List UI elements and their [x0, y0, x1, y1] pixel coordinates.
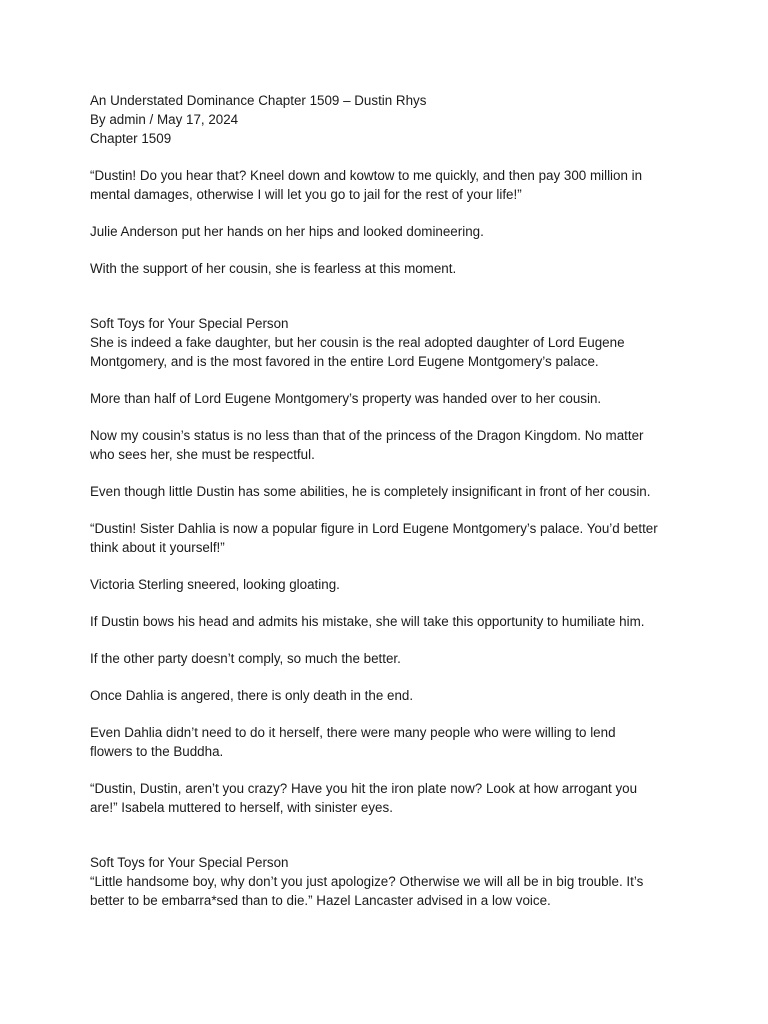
spacer: [90, 835, 690, 853]
paragraph-line: “Dustin, Dustin, aren’t you crazy? Have you hit the iron plate now? Look at how arrogant you: [90, 781, 638, 796]
paragraph-line: Victoria Sterling sneered, looking gloating.: [90, 577, 340, 592]
paragraph: [90, 612, 690, 631]
paragraph: [90, 686, 690, 705]
paragraph: [90, 389, 690, 408]
paragraph: [90, 426, 690, 464]
paragraph: [90, 575, 690, 594]
paragraph: [90, 723, 690, 761]
paragraph: [90, 166, 690, 204]
ad-label[interactable]: Soft Toys for Your Special Person: [90, 316, 289, 331]
paragraph: [90, 482, 690, 501]
paragraph-line: Even Dahlia didn’t need to do it herself, there were many people who were willing to lend: [90, 725, 616, 740]
paragraph-line: think about it yourself!”: [90, 540, 225, 555]
paragraph-line: flowers to the Buddha.: [90, 744, 224, 759]
paragraph: [90, 259, 690, 278]
paragraph-line: “Little handsome boy, why don’t you just apologize? Otherwise we will all be in big trouble. It’s: [90, 874, 644, 889]
document-content: [90, 91, 690, 910]
paragraph-line: If Dustin bows his head and admits his mistake, she will take this opportunity to humiliate him.: [90, 614, 645, 629]
paragraph: [90, 222, 690, 241]
paragraph-line: More than half of Lord Eugene Montgomery’s property was handed over to her cousin.: [90, 391, 602, 406]
article-title: An Understated Dominance Chapter 1509 – Dustin Rhys: [90, 93, 427, 108]
paragraph-line: better to be embarra*sed than to die.” Hazel Lancaster advised in a low voice.: [90, 893, 551, 908]
paragraph-line: are!” Isabela muttered to herself, with sinister eyes.: [90, 800, 393, 815]
paragraph: [90, 649, 690, 668]
paragraph-line: Now my cousin’s status is no less than that of the princess of the Dragon Kingdom. No matter: [90, 428, 644, 443]
paragraph-line: “Dustin! Sister Dahlia is now a popular figure in Lord Eugene Montgomery’s palace. You’d better: [90, 521, 658, 536]
paragraph-line: With the support of her cousin, she is fearless at this moment.: [90, 261, 457, 276]
ad-label[interactable]: Soft Toys for Your Special Person: [90, 855, 289, 870]
paragraph: [90, 314, 690, 371]
paragraph-line: mental damages, otherwise I will let you go to jail for the rest of your life!”: [90, 187, 522, 202]
article-header: [90, 91, 690, 148]
paragraph-line: Once Dahlia is angered, there is only death in the end.: [90, 688, 414, 703]
paragraph-line: “Dustin! Do you hear that? Kneel down and kowtow to me quickly, and then pay 300 million in: [90, 168, 643, 183]
spacer: [90, 296, 690, 314]
paragraph: [90, 779, 690, 817]
paragraph: [90, 853, 690, 910]
paragraph-line: Montgomery, and is the most favored in the entire Lord Eugene Montgomery’s palace.: [90, 354, 599, 369]
paragraph: [90, 519, 690, 557]
chapter-label: Chapter 1509: [90, 131, 172, 146]
article-byline: By admin / May 17, 2024: [90, 112, 239, 127]
paragraph-line: Even though little Dustin has some abilities, he is completely insignificant in front of her cousin.: [90, 484, 651, 499]
paragraph-line: who sees her, she must be respectful.: [90, 447, 315, 462]
paragraph-line: Julie Anderson put her hands on her hips and looked domineering.: [90, 224, 484, 239]
paragraph-line: If the other party doesn’t comply, so much the better.: [90, 651, 401, 666]
paragraph-line: She is indeed a fake daughter, but her cousin is the real adopted daughter of Lord Eugene: [90, 335, 625, 350]
